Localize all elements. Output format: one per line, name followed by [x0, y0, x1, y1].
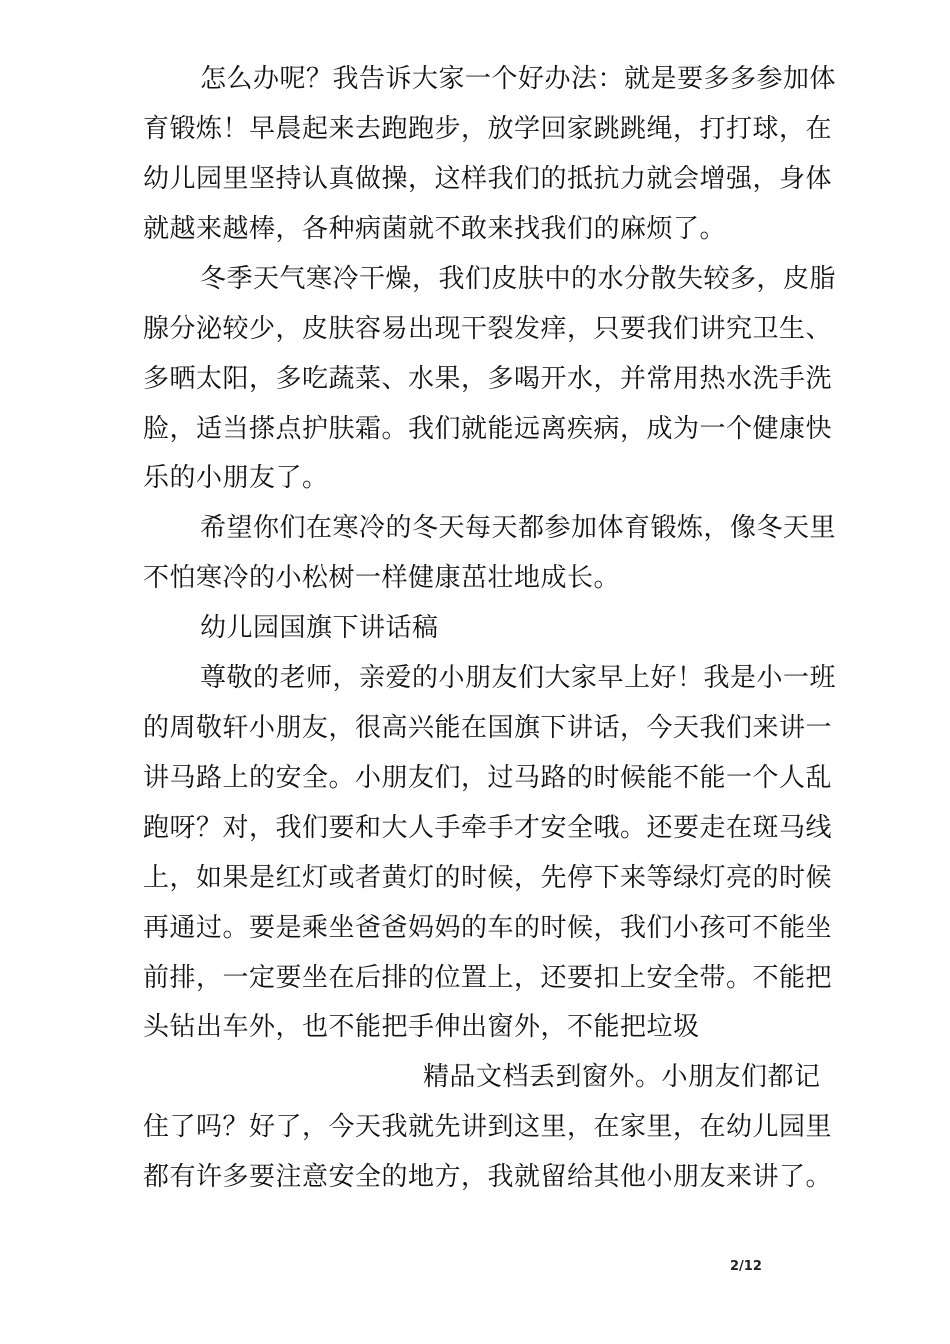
text-line: 腺分泌较少，皮肤容易出现干裂发痒，只要我们讲究卫生、	[143, 314, 833, 344]
text-line: 上，如果是红灯或者黄灯的时候，先停下来等绿灯亮的时候	[143, 863, 833, 893]
text-line: 怎么办呢？我告诉大家一个好办法：就是要多多参加体	[200, 64, 837, 94]
text-line: 希望你们在寒冷的冬天每天都参加体育锻炼，像冬天里	[200, 513, 837, 543]
text-line: 再通过。要是乘坐爸爸妈妈的车的时候，我们小孩可不能坐	[143, 913, 833, 943]
page-number: 2/12	[730, 1259, 762, 1274]
text-line: 跑呀？对，我们要和大人手牵手才安全哦。还要走在斑马线	[143, 813, 833, 843]
text-line: 冬季天气寒冷干燥，我们皮肤中的水分散失较多，皮脂	[200, 264, 837, 294]
text-line: 育锻炼！早晨起来去跑跑步，放学回家跳跳绳，打打球，在	[143, 114, 833, 144]
text-line: 精品文档丢到窗外。小朋友们都记	[423, 1062, 821, 1092]
text-line: 乐的小朋友了。	[143, 463, 329, 493]
section-heading: 幼儿园国旗下讲话稿	[200, 613, 439, 643]
text-line: 不怕寒冷的小松树一样健康茁壮地成长。	[143, 563, 621, 593]
text-line: 住了吗？好了，今天我就先讲到这里，在家里，在幼儿园里	[143, 1112, 833, 1142]
text-line: 就越来越棒，各种病菌就不敢来找我们的麻烦了。	[143, 214, 727, 244]
text-line: 的周敬轩小朋友，很高兴能在国旗下讲话，今天我们来讲一	[143, 713, 833, 743]
text-line: 讲马路上的安全。小朋友们，过马路的时候能不能一个人乱	[143, 763, 833, 793]
text-line: 前排，一定要坐在后排的位置上，还要扣上安全带。不能把	[143, 963, 833, 993]
text-line: 幼儿园里坚持认真做操，这样我们的抵抗力就会增强，身体	[143, 164, 833, 194]
text-line: 都有许多要注意安全的地方，我就留给其他小朋友来讲了。	[143, 1162, 833, 1192]
text-line: 尊敬的老师，亲爱的小朋友们大家早上好！我是小一班	[200, 663, 837, 693]
text-line: 脸，适当搽点护肤霜。我们就能远离疾病，成为一个健康快	[143, 414, 833, 444]
text-line: 头钻出车外，也不能把手伸出窗外，不能把垃圾	[143, 1012, 700, 1042]
text-line: 多晒太阳，多吃蔬菜、水果，多喝开水，并常用热水洗手洗	[143, 364, 833, 394]
